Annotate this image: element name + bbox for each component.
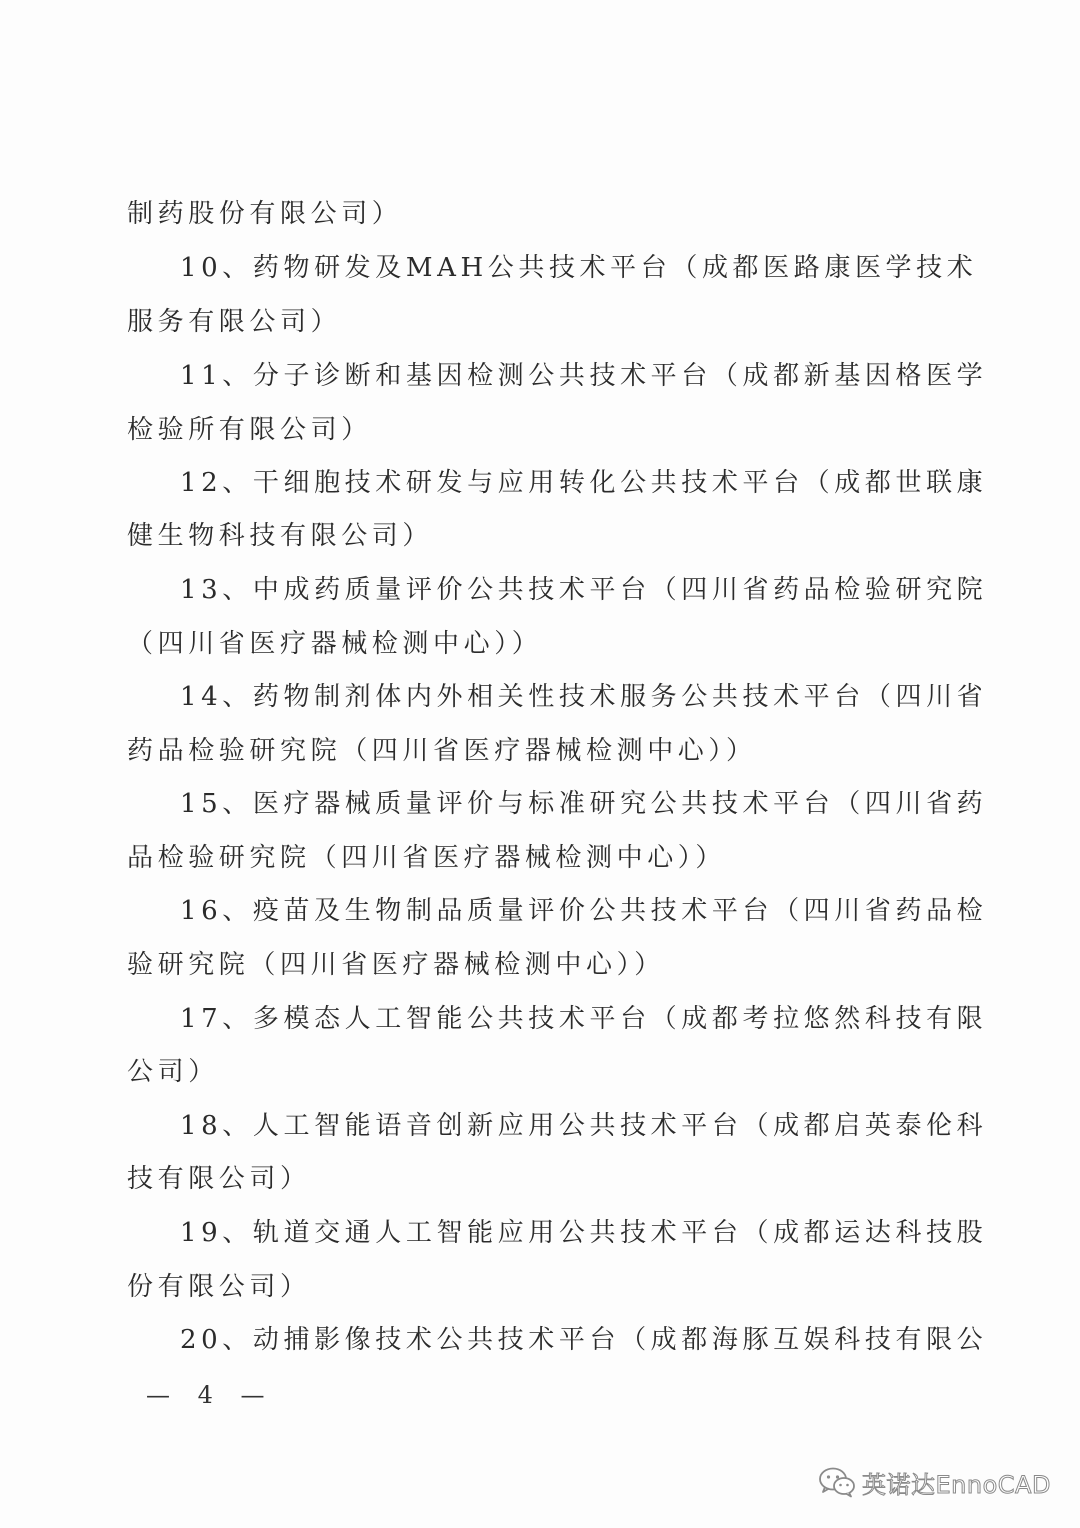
text-line: 药品检验研究院（四川省医疗器械检测中心）） (127, 736, 757, 766)
page-number: — 4 — (146, 1381, 275, 1409)
watermark-text: 英诺达EnnoCAD (862, 1470, 1051, 1499)
list-item-10: 10、药物研发及MAH公共技术平台（成都医路康医学技术 (180, 253, 978, 283)
text-line: 检验所有限公司） (127, 415, 372, 445)
text-line: 验研究院（四川省医疗器械检测中心）） (127, 950, 665, 980)
wechat-icon (818, 1466, 856, 1498)
text-line: 品检验研究院（四川省医疗器械检测中心）） (127, 843, 727, 873)
list-item-14: 14、药物制剂体内外相关性技术服务公共技术平台（四川省 (180, 682, 988, 712)
list-item-18: 18、人工智能语音创新应用公共技术平台（成都启英泰伦科 (180, 1111, 988, 1141)
list-item-20: 20、动捕影像技术公共技术平台（成都海豚互娱科技有限公 (180, 1325, 988, 1355)
text-line: 服务有限公司） (127, 307, 342, 337)
list-item-11: 11、分子诊断和基因检测公共技术平台（成都新基因格医学 (180, 361, 988, 391)
text-line: 公司） (127, 1057, 219, 1087)
text-line: 健生物科技有限公司） (127, 521, 434, 551)
list-item-19: 19、轨道交通人工智能应用公共技术平台（成都运达科技股 (180, 1218, 988, 1248)
text-line: 技有限公司） (127, 1164, 311, 1194)
watermark (818, 1462, 1051, 1502)
list-item-13: 13、中成药质量评价公共技术平台（四川省药品检验研究院 (180, 575, 988, 605)
text-line: 份有限公司） (127, 1272, 311, 1302)
list-item-12: 12、干细胞技术研发与应用转化公共技术平台（成都世联康 (180, 468, 988, 498)
list-item-16: 16、疫苗及生物制品质量评价公共技术平台（四川省药品检 (180, 896, 988, 926)
list-item-17: 17、多模态人工智能公共技术平台（成都考拉悠然科技有限 (180, 1004, 988, 1034)
list-item-15: 15、医疗器械质量评价与标准研究公共技术平台（四川省药 (180, 789, 988, 819)
text-line: 制药股份有限公司） (127, 199, 403, 229)
text-line: （四川省医疗器械检测中心）） (127, 629, 543, 659)
